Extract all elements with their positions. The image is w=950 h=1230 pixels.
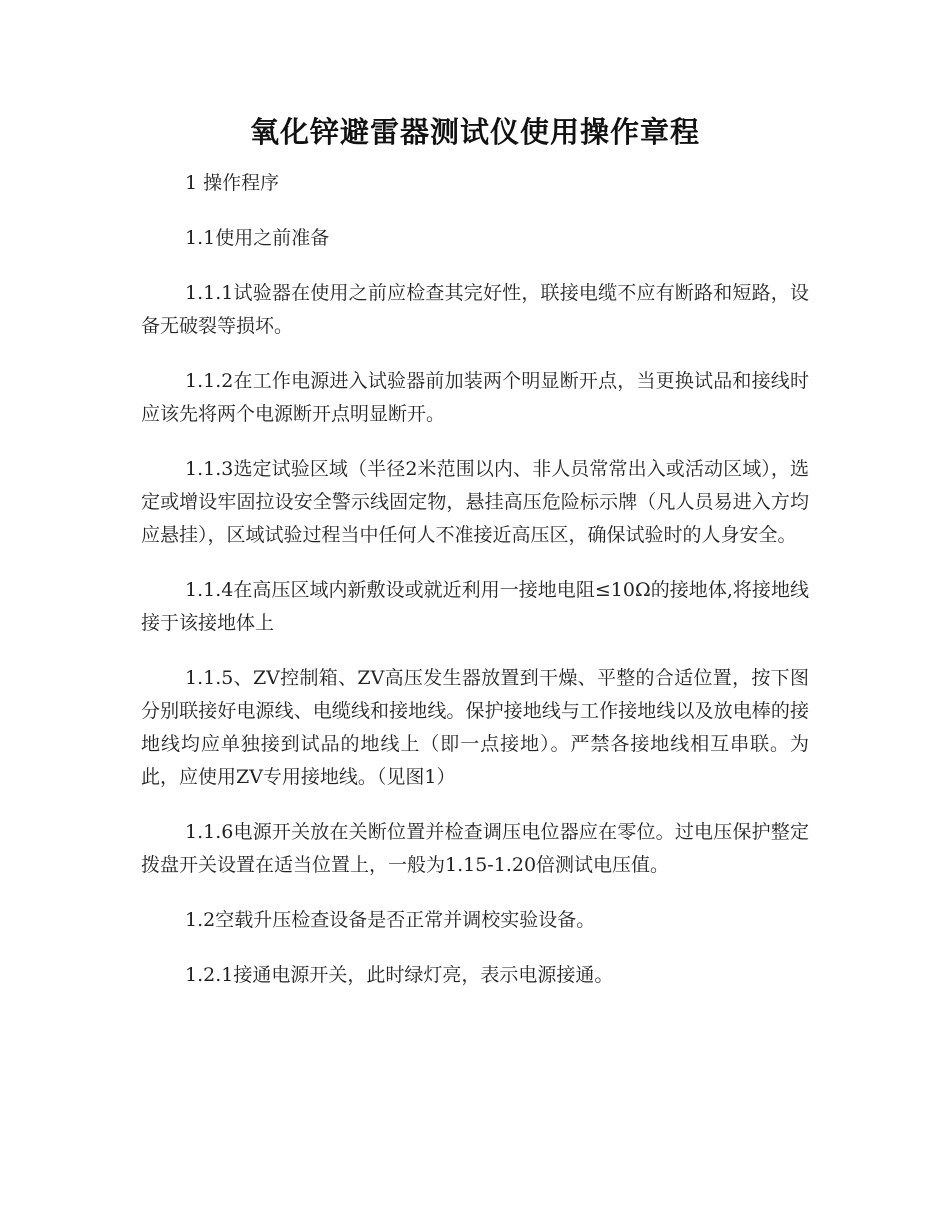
paragraph-1-1-6: 1.1.6电源开关放在关断位置并检查调压电位器应在零位。过电压保护整定拨盘开关设置在适当位置上，一般为1.15-1.20倍测试电压值。 xyxy=(141,821,809,876)
section-heading-preparation: 1.1使用之前准备 xyxy=(185,227,330,249)
paragraph-1-1-1: 1.1.1试验器在使用之前应检查其完好性，联接电缆不应有断路和短路，设备无破裂等损坏。 xyxy=(141,282,809,337)
paragraph-1-1-2: 1.1.2在工作电源进入试验器前加装两个明显断开点，当更换试品和接线时应该先将两个电源断开点明显断开。 xyxy=(141,370,809,425)
paragraph-1-1-5: 1.1.5、ZV控制箱、ZV高压发生器放置到干燥、平整的合适位置，按下图分别联接好电源线、电缆线和接地线。保护接地线与工作接地线以及放电棒的接地线均应单独接到试品的地线上（即一点接地）。严禁各接地线相互串联。为此，应使用ZV专用接地线。（见图1） xyxy=(141,667,809,788)
section-heading-no-load-test: 1.2空载升压检查设备是否正常并调校实验设备。 xyxy=(185,909,596,931)
paragraph-1-1-3: 1.1.3选定试验区域（半径2米范围以内、非人员常常出入或活动区域），选定或增设牢固拉设安全警示线固定物，悬挂高压危险标示牌（凡人员易进入方均应悬挂），区域试验过程当中任何人不准接近高压区，确保试验时的人身安全。 xyxy=(141,458,809,546)
paragraph-1-2-1: 1.2.1接通电源开关，此时绿灯亮，表示电源接通。 xyxy=(185,964,614,986)
document-body xyxy=(141,167,809,1014)
paragraph-1-1-4: 1.1.4在高压区域内新敷设或就近利用一接地电阻≤10Ω的接地体,将接地线接于该接地体上 xyxy=(141,579,809,634)
section-heading-operation-procedure: 1 操作程序 xyxy=(185,172,280,194)
document-title: 氧化锌避雷器测试仪使用操作章程 xyxy=(249,115,700,149)
